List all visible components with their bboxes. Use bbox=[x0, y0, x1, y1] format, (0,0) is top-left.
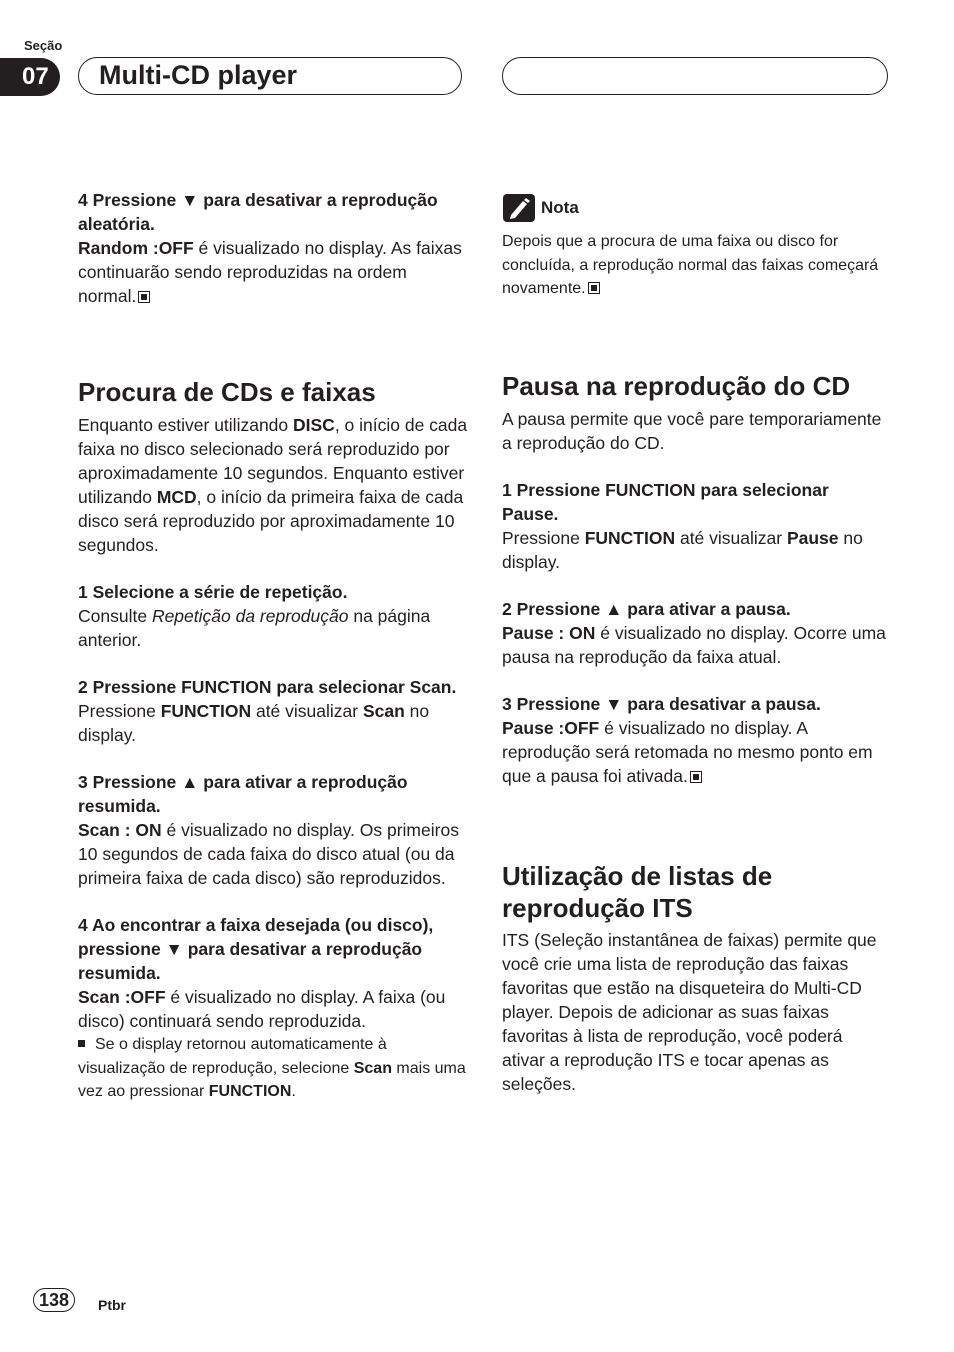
section-heading-search: Procura de CDs e faixas bbox=[78, 377, 376, 407]
button-name: FUNCTION bbox=[160, 701, 252, 721]
random-off-step bbox=[78, 188, 468, 308]
its-section bbox=[502, 860, 890, 1096]
chapter-title: Multi-CD player bbox=[99, 60, 298, 90]
text: Pressione bbox=[502, 528, 585, 548]
text: Se o display retornou automaticamente à visualização de reprodução, selecione bbox=[78, 1036, 387, 1077]
step-heading: 3 Pressione ▼ para desativar a pausa. bbox=[502, 694, 821, 714]
text: é visualizado no display. A faixa (ou disco) continuará sendo reproduzida. bbox=[78, 987, 446, 1031]
header-right-box bbox=[502, 57, 888, 95]
note-label: Nota bbox=[541, 198, 579, 217]
note-pencil-icon bbox=[503, 194, 535, 222]
button-name: FUNCTION bbox=[208, 1083, 292, 1100]
search-intro bbox=[78, 413, 468, 557]
text: , o início da primeira faixa de cada disco será reproduzido por aproximadamente 10 segundos. bbox=[78, 487, 464, 555]
text: na página anterior. bbox=[78, 606, 431, 650]
mode-mcd: MCD bbox=[156, 487, 197, 507]
step-text bbox=[78, 604, 468, 652]
display-value: Scan :OFF bbox=[78, 987, 166, 1007]
language-code: Ptbr bbox=[98, 1297, 126, 1313]
text: mais uma vez ao pressionar bbox=[78, 1059, 466, 1100]
text: Enquanto estiver utilizando bbox=[78, 415, 293, 435]
text: Depois que a procura de uma faixa ou disco for concluída, a reprodução normal das faixas começará novamente. bbox=[502, 233, 879, 297]
step-heading: 3 Pressione ▲ para ativar a reprodução resumida. bbox=[78, 772, 408, 816]
button-name: FUNCTION bbox=[584, 528, 676, 548]
step-heading: 4 Ao encontrar a faixa desejada (ou disco), pressione ▼ para desativar a reprodução resumida. bbox=[78, 915, 434, 983]
text: Pressione bbox=[78, 701, 161, 721]
section-number-badge: 07 bbox=[0, 58, 60, 96]
chapter-title-box bbox=[78, 57, 462, 95]
note-text-block bbox=[502, 230, 882, 301]
step-heading: 2 Pressione FUNCTION para selecionar Scan. bbox=[78, 677, 457, 697]
text: Consulte bbox=[78, 606, 152, 626]
section-heading-its: Utilização de listas de reprodução ITS bbox=[502, 861, 773, 923]
step-text bbox=[502, 621, 890, 669]
display-value: Pause :OFF bbox=[502, 718, 600, 738]
display-value: Scan bbox=[353, 1059, 392, 1077]
text: . bbox=[291, 1083, 296, 1100]
text: , o início de cada faixa no disco selecionado será reproduzido por aproximadamente 10 segundos. Enquanto estiver utilizando bbox=[78, 415, 468, 507]
step-heading: 1 Pressione FUNCTION para selecionar Pause. bbox=[502, 480, 829, 524]
page-number: 138 bbox=[33, 1288, 75, 1312]
display-value: Random :OFF bbox=[78, 238, 194, 258]
step-body: é visualizado no display. As faixas continuarão sendo reproduzidas na ordem normal. bbox=[78, 238, 462, 306]
text: é visualizado no display. Ocorre uma pausa na reprodução da faixa atual. bbox=[502, 623, 886, 667]
end-of-section-icon bbox=[138, 291, 150, 303]
bullet-icon bbox=[78, 1040, 85, 1047]
step-text bbox=[502, 716, 890, 788]
step-heading: 1 Selecione a série de repetição. bbox=[78, 582, 348, 602]
pause-intro: A pausa permite que você pare temporariamente a reprodução do CD. bbox=[502, 409, 882, 453]
step-text bbox=[78, 818, 468, 890]
step-heading: 2 Pressione ▲ para ativar a pausa. bbox=[502, 599, 791, 619]
step-text bbox=[78, 985, 468, 1033]
text: no display. bbox=[502, 528, 863, 572]
text: no display. bbox=[78, 701, 430, 745]
mode-disc: DISC bbox=[293, 415, 335, 435]
text: até visualizar bbox=[675, 528, 787, 548]
display-value: Scan bbox=[362, 701, 405, 721]
step-text bbox=[78, 236, 468, 308]
end-of-section-icon bbox=[588, 282, 600, 294]
cross-reference: Repetição da reprodução bbox=[151, 606, 349, 626]
pause-section bbox=[502, 370, 890, 788]
its-text: ITS (Seleção instantânea de faixas) permite que você crie uma lista de reprodução das faixas favoritas que estão na disqueteira do Multi-CD player. Depois de adicionar as suas faixas favoritas à lista de reprodução, você poderá ativar a reprodução ITS e tocar apenas as seleções. bbox=[502, 930, 877, 1094]
display-value: Scan : ON bbox=[78, 820, 162, 840]
display-value: Pause : ON bbox=[502, 623, 596, 643]
step-heading: 4 Pressione ▼ para desativar a reprodução aleatória. bbox=[78, 190, 438, 234]
text: até visualizar bbox=[251, 701, 363, 721]
end-of-section-icon bbox=[690, 771, 702, 783]
search-section bbox=[78, 376, 468, 1104]
step-text bbox=[502, 526, 890, 574]
step-text bbox=[78, 699, 468, 747]
scan-note bbox=[78, 1033, 468, 1104]
section-label: Seção bbox=[24, 38, 63, 53]
text: é visualizado no display. Os primeiros 10 segundos de cada faixa do disco atual (ou da primeira faixa de cada disco) são reproduzidos. bbox=[78, 820, 459, 888]
display-value: Pause bbox=[786, 528, 839, 548]
text: é visualizado no display. A reprodução será retomada no mesmo ponto em que a pausa foi ativada. bbox=[502, 718, 873, 786]
note-text bbox=[502, 230, 882, 301]
section-heading-pause: Pausa na reprodução do CD bbox=[502, 371, 851, 401]
